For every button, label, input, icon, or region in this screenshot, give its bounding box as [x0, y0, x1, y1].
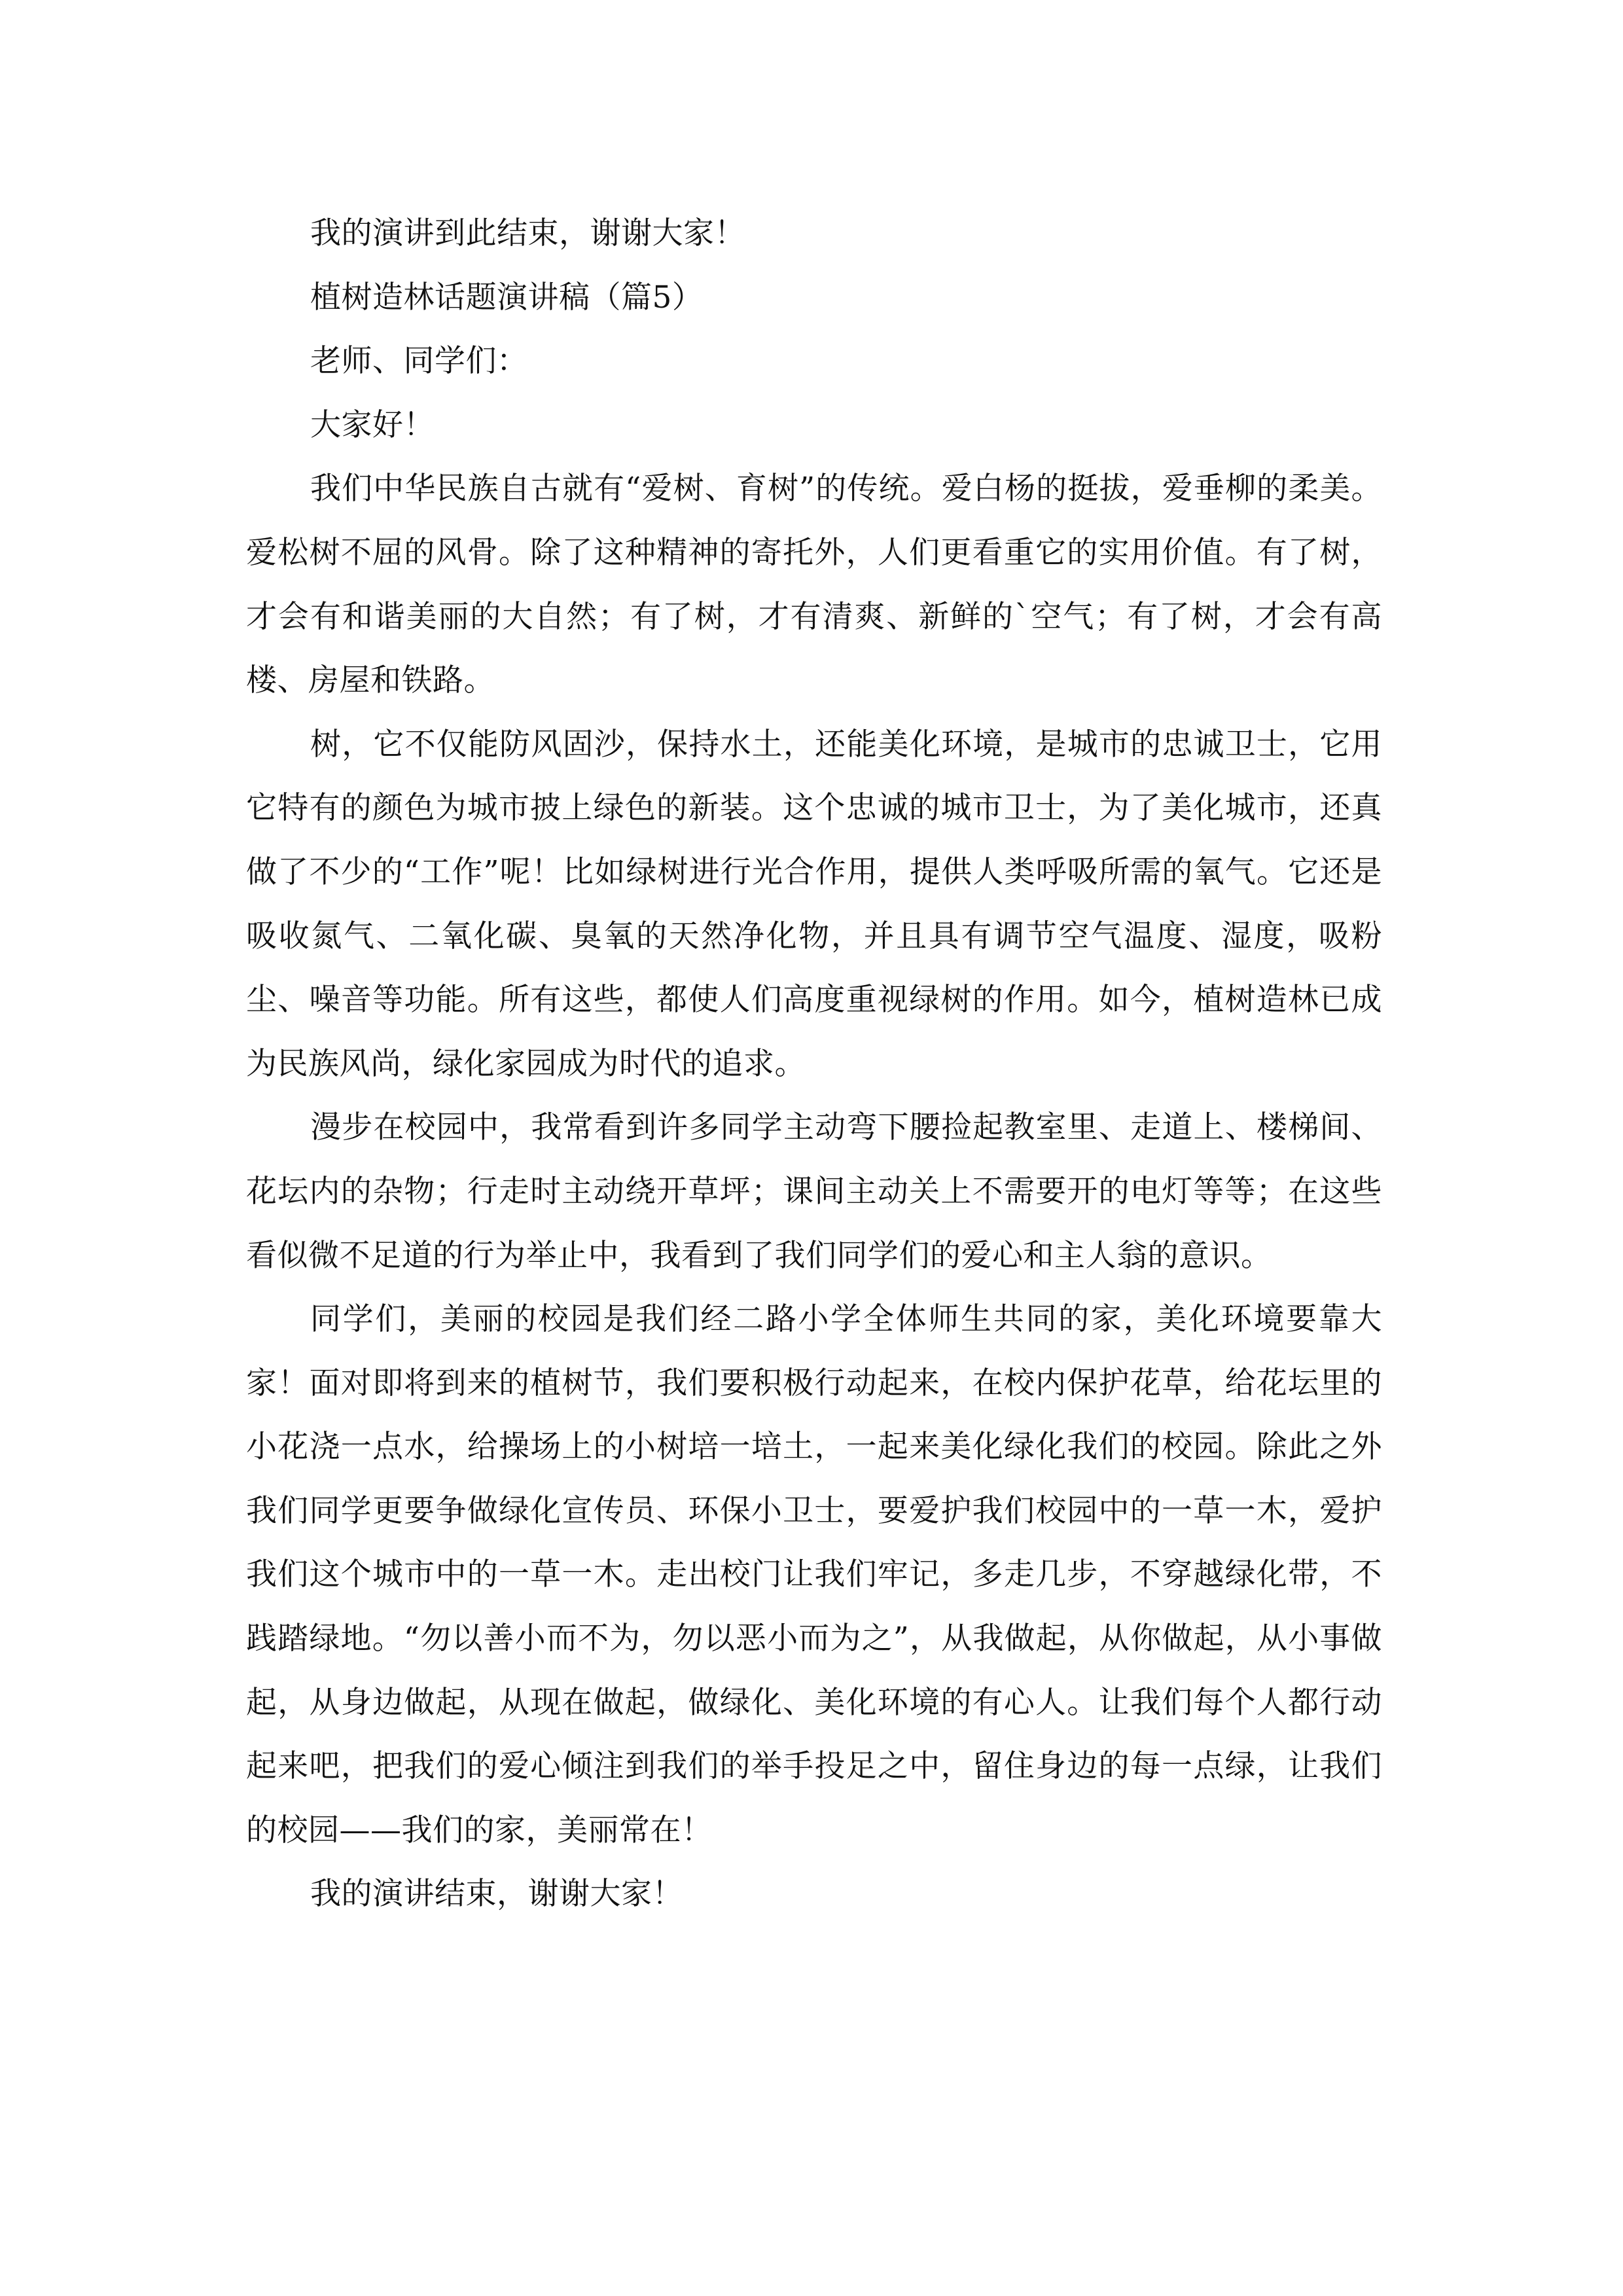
greeting: 大家好！	[310, 406, 435, 443]
speech-text-body	[246, 202, 1382, 1926]
speech-title: 植树造林话题演讲稿（篇5）	[310, 279, 704, 315]
paragraph-tree-functions: 树，它不仅能防风固沙，保持水土，还能美化环境，是城市的忠诚卫士，它用它特有的颜色为城市披上绿色的新装。这个忠诚的城市卫士，为了美化城市，还真做了不少的“工作”呢！比如绿树进行光合作用，提供人类呼吸所需的氧气。它还是吸收氮气、二氧化碳、臭氧的天然净化物，并且具有调节空气温度、湿度，吸粉尘、噪音等功能。所有这些，都使人们高度重视绿树的作用。如今，植树造林已成为民族风尚，绿化家园成为时代的追求。	[246, 726, 1382, 1082]
closing-line: 我的演讲结束，谢谢大家！	[310, 1876, 683, 1912]
paragraph-call-to-action: 同学们，美丽的校园是我们经二路小学全体师生共同的家，美化环境要靠大家！面对即将到来的植树节，我们要积极行动起来，在校内保护花草，给花坛里的小花浇一点水，给操场上的小树培一培土，一起来美化绿化我们的校园。除此之外我们同学更要争做绿化宣传员、环保小卫士，要爱护我们校园中的一草一木，爱护我们这个城市中的一草一木。走出校门让我们牢记，多走几步，不穿越绿化带，不践踏绿地。“勿以善小而不为，勿以恶小而为之”，从我做起，从你做起，从小事做起，从身边做起，从现在做起，做绿化、美化环境的有心人。让我们每个人都行动起来吧，把我们的爱心倾注到我们的举手投足之中，留住身边的每一点绿，让我们的校园——我们的家，美丽常在！	[246, 1301, 1382, 1848]
paragraph-campus-observation: 漫步在校园中，我常看到许多同学主动弯下腰捡起教室里、走道上、楼梯间、花坛内的杂物；行走时主动绕开草坪；课间主动关上不需要开的电灯等等；在这些看似微不足道的行为举止中，我看到了我们同学们的爱心和主人翁的意识。	[246, 1109, 1382, 1274]
salutation: 老师、同学们：	[310, 343, 528, 380]
paragraph-tradition: 我们中华民族自古就有“爱树、育树”的传统。爱白杨的挺拔，爱垂柳的柔美。爱松树不屈的风骨。除了这种精神的寄托外，人们更看重它的实用价值。有了树，才会有和谐美丽的大自然；有了树，才有清爽、新鲜的`空气；有了树，才会有高楼、房屋和铁路。	[246, 471, 1382, 699]
closing-line-previous-speech: 我的演讲到此结束，谢谢大家！	[310, 215, 745, 251]
